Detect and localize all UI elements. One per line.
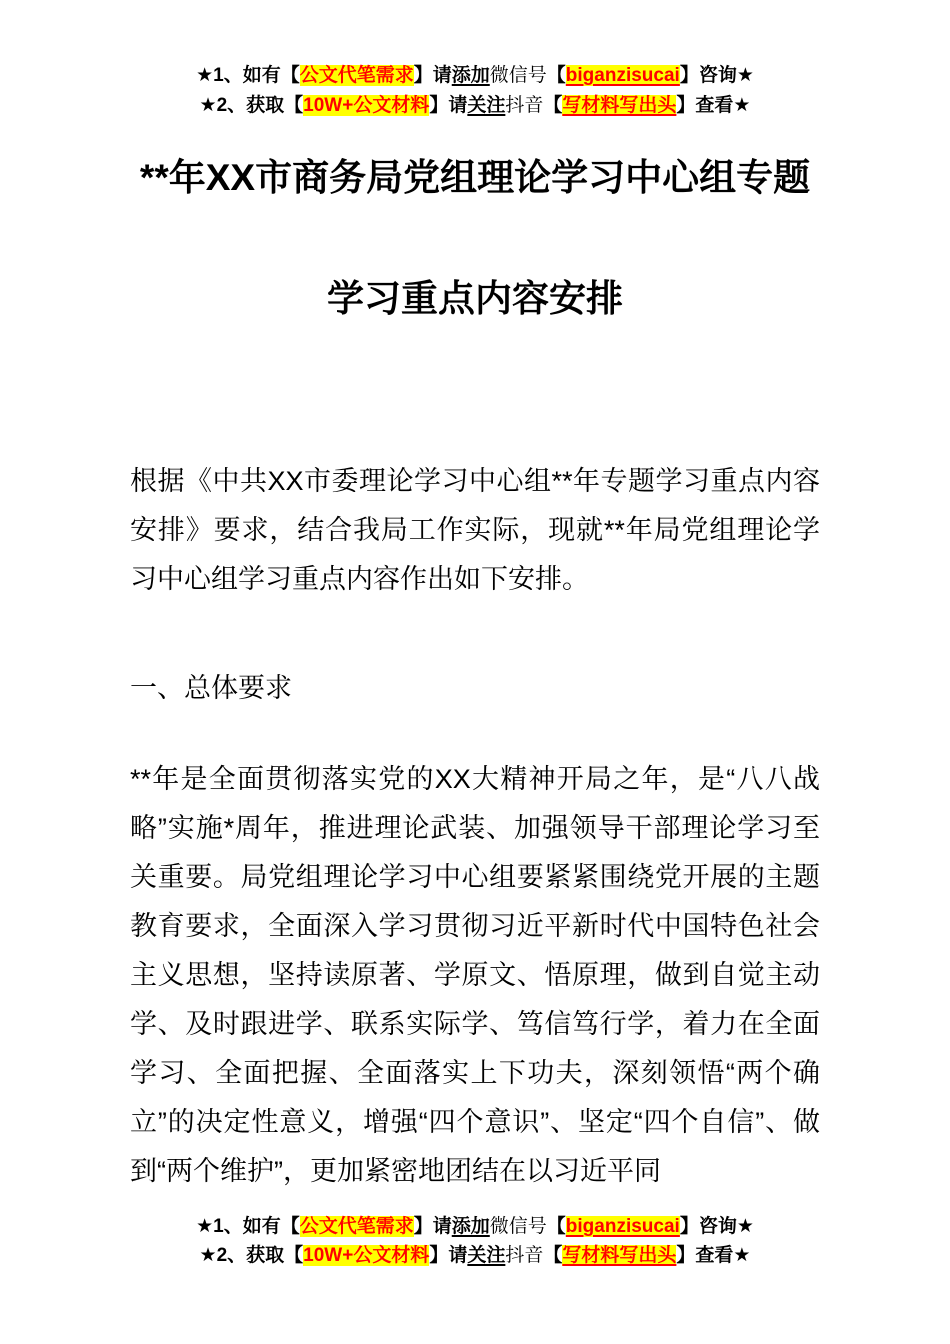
section-1-paragraph: **年是全面贯彻落实党的XX大精神开局之年，是“八八战略”实施*周年，推进理论武装、加强领导干部理论学习至关重要。局党组理论学习中心组要紧紧围绕党开展的主题教育要求，全面深入学习贯彻习近平新时代中国特色社会主义思想，坚持读原著、学原文、悟原理，做到自觉主动学、及时跟进学、联系实际学、笃信笃行学，着力在全面学习、全面把握、全面落实上下功夫，深刻领悟“两个确立”的决定性意义，增强“四个意识”、坚定“四个自信”、做到“两个维护”，更加紧密地团结在以习近平同: [130, 764, 820, 1186]
promo-line-1: [0, 61, 950, 91]
highlight-materials: 10W+公文材料: [303, 95, 430, 116]
banner-text: ★2、获取【: [199, 1245, 304, 1266]
banner-text: 】咨询★: [679, 1216, 754, 1237]
section-1-heading: 一、总体要求: [130, 673, 292, 703]
banner-text: 【: [543, 1245, 563, 1266]
douyin-account-highlight: 写材料写出头: [562, 1245, 677, 1266]
banner-text: 】请: [413, 1216, 452, 1237]
promo-line-1: [0, 1212, 950, 1241]
banner-text: 】咨询★: [679, 65, 754, 86]
doc-title-line-1: **年XX市商务局党组理论学习中心组专题: [139, 157, 811, 198]
banner-text: ★2、获取【: [199, 95, 304, 116]
highlight-writing-service: 公文代笔需求: [299, 1216, 414, 1237]
promo-banner-bottom: [0, 1212, 950, 1270]
banner-text: 】请: [413, 65, 452, 86]
underline-add-action: 添加: [451, 1216, 490, 1237]
banner-text: 【: [546, 1216, 566, 1237]
wechat-id-highlight: biganzisucai: [565, 1216, 680, 1237]
highlight-materials: 10W+公文材料: [303, 1245, 430, 1266]
douyin-account-highlight: 写材料写出头: [562, 95, 677, 116]
banner-text: 【: [543, 95, 563, 116]
banner-text: 】请: [429, 95, 468, 116]
intro-paragraph: 根据《中共XX市委理论学习中心组**年专题学习重点内容安排》要求，结合我局工作实际，现就**年局党组理论学习中心组学习重点内容作出如下安排。: [130, 466, 820, 594]
wechat-label: 微信号: [489, 65, 547, 86]
underline-add-action: 添加: [451, 65, 490, 86]
banner-text: 】查看★: [676, 1245, 751, 1266]
banner-text: ★1、如有【: [196, 65, 300, 86]
douyin-label: 抖音: [505, 95, 544, 116]
doc-title-line-2: 学习重点内容安排: [327, 278, 623, 319]
wechat-label: 微信号: [489, 1216, 547, 1237]
banner-text: 】查看★: [676, 95, 751, 116]
underline-follow-action: 关注: [467, 1245, 506, 1266]
promo-line-2: [0, 91, 950, 121]
highlight-writing-service: 公文代笔需求: [299, 65, 414, 86]
banner-text: 【: [546, 65, 566, 86]
banner-text: 】请: [429, 1245, 468, 1266]
underline-follow-action: 关注: [467, 95, 506, 116]
wechat-id-highlight: biganzisucai: [565, 65, 680, 86]
banner-text: ★1、如有【: [196, 1216, 300, 1237]
promo-line-2: [0, 1241, 950, 1270]
douyin-label: 抖音: [505, 1245, 544, 1266]
promo-banner-top: [0, 61, 950, 121]
